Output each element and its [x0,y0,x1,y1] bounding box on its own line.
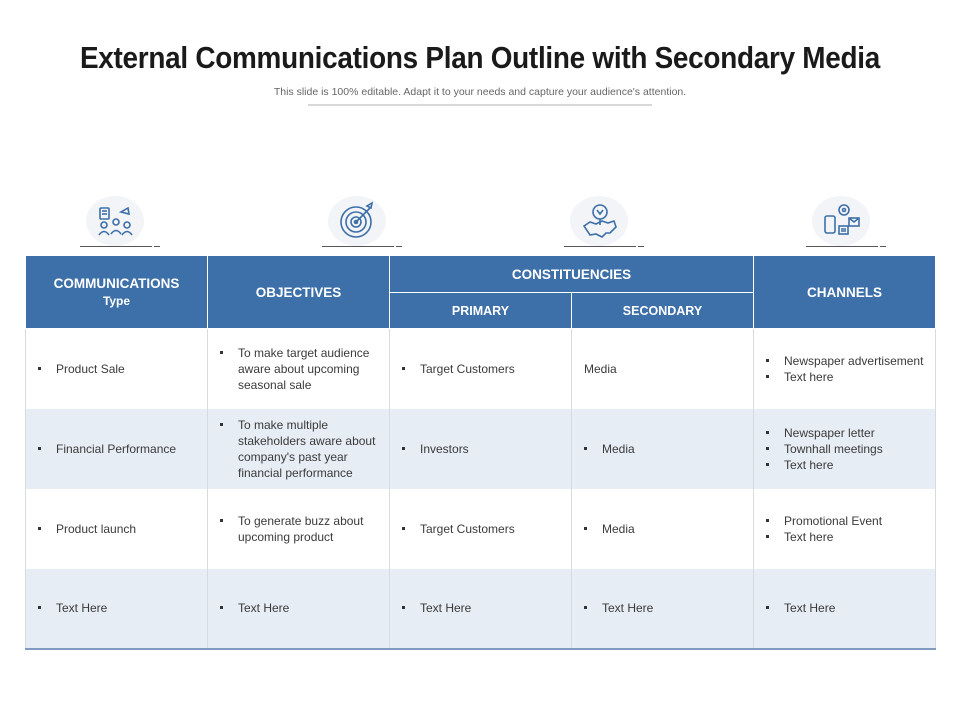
header-secondary: SECONDARY [572,293,754,329]
cell-secondary: Text Here [584,600,743,616]
page-subtitle: This slide is 100% editable. Adapt it to your needs and capture your audience's attention. [273,86,687,98]
cell-secondary: Media [584,361,617,376]
cell-primary: Investors [402,441,561,457]
icon-underline [564,246,636,247]
icon-underline [322,246,394,247]
cell-type: Text Here [38,600,197,616]
cell-objective: To make target audience aware about upcoming seasonal sale [220,345,379,393]
header-channels: CHANNELS [754,256,936,329]
header-objectives: OBJECTIVES [208,256,390,329]
communications-plan-table [25,255,936,650]
header-constituencies: CONSTITUENCIES [390,256,754,293]
target-arrow-icon [326,196,390,252]
icon-underline [80,246,152,247]
cell-secondary: Media [584,521,743,537]
cell-channel: Promotional Event [766,513,925,529]
table-row [26,409,936,489]
cell-channel: Text here [766,529,925,545]
header-communications: COMMUNICATIONS Type [26,256,208,329]
cell-channel: Newspaper advertisement [766,353,925,369]
table-row [26,569,936,649]
cell-secondary: Media [584,441,743,457]
subtitle-divider [308,104,652,106]
cell-primary: Target Customers [402,521,561,537]
page-title: External Communications Plan Outline with Secondary Media [79,40,881,75]
communication-people-icon [84,196,148,252]
cell-channel: Text here [766,369,925,385]
cell-type: Product launch [38,521,197,537]
icon-underline [806,246,878,247]
cell-type: Financial Performance [38,441,197,457]
table-row [26,329,936,409]
cell-channel: Text here [766,457,925,473]
header-communications-sub: Type [102,294,131,308]
cell-primary: Text Here [402,600,561,616]
table-row [26,489,936,569]
map-location-icon [568,196,632,252]
header-primary: PRIMARY [390,293,572,329]
cell-objective: To make multiple stakeholders aware about company's past year financial performance [220,417,379,481]
cell-channel: Newspaper letter [766,425,925,441]
cell-objective: To generate buzz about upcoming product [220,513,379,545]
cell-type: Product Sale [38,361,197,377]
cell-channel: Text Here [766,600,925,616]
cell-objective: Text Here [220,600,379,616]
cell-channel: Townhall meetings [766,441,925,457]
cell-primary: Target Customers [402,361,561,377]
devices-email-icon [810,196,874,252]
